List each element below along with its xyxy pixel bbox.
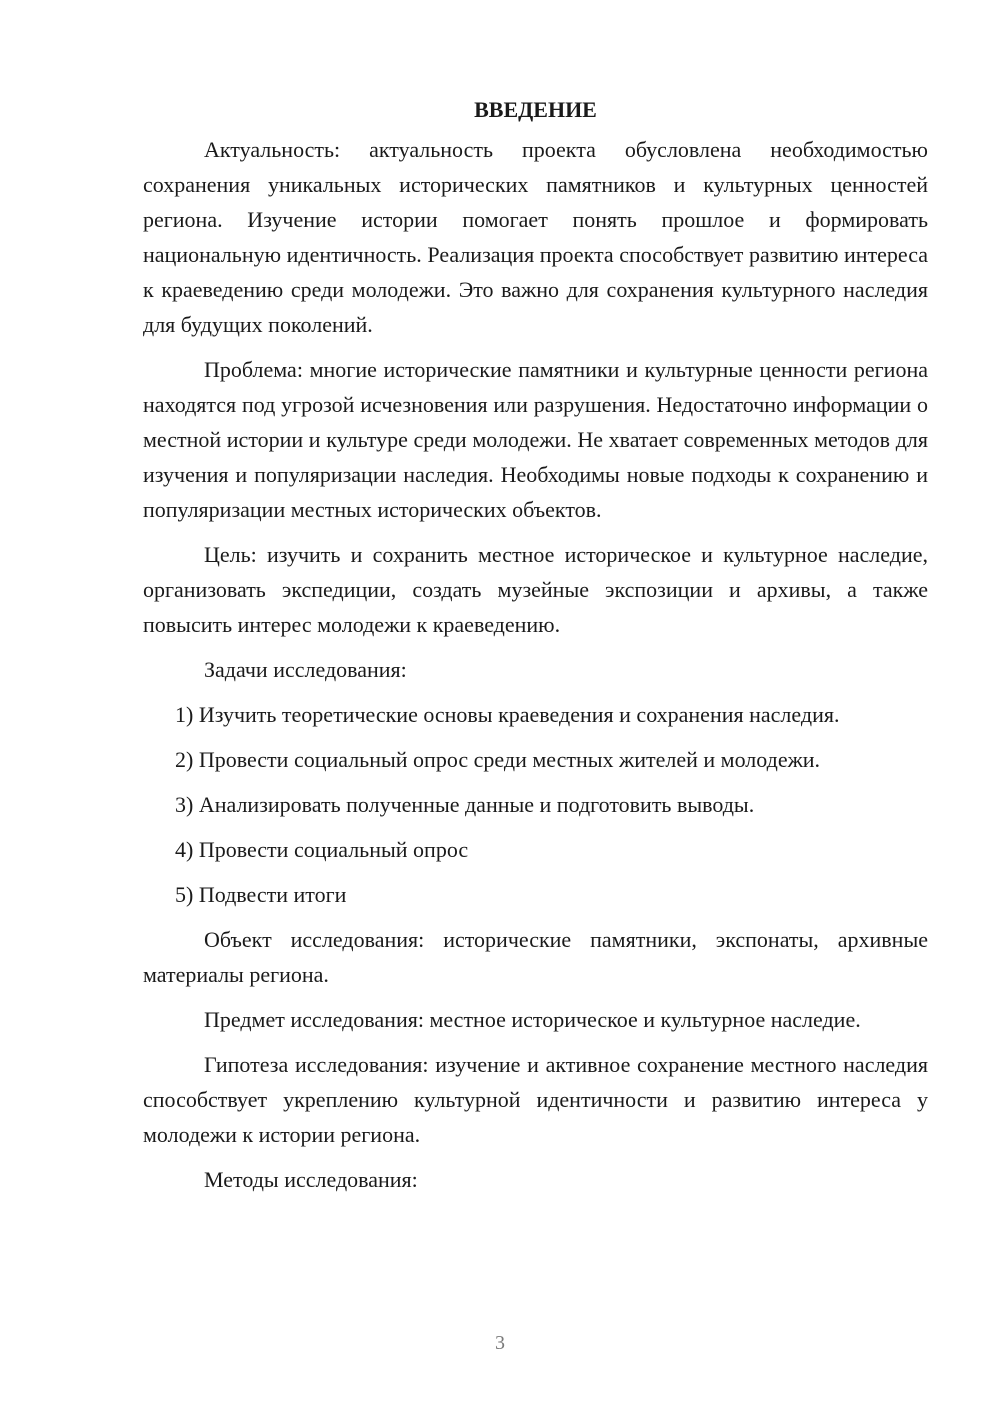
document-page xyxy=(143,92,928,1197)
paragraph-hypothesis: Гипотеза исследования: изучение и активное сохранение местного наследия способствует укреплению культурной идентичности и развитию интереса у молодежи к истории региона. xyxy=(143,1052,928,1147)
tasks-heading: Задачи исследования: xyxy=(204,657,407,682)
list-item: 2) Провести социальный опрос среди местных жителей и молодежи. xyxy=(175,747,821,772)
paragraph-problem: Проблема: многие исторические памятники и культурные ценности региона находятся под угрозой исчезновения или разрушения. Недостаточно информации о местной истории и культуре среди молодежи. Не хватает современных методов для изучения и популяризации наследия. Необходимы новые подходы к сохранению и популяризации местных исторических объектов. xyxy=(143,357,928,522)
page-number: 3 xyxy=(495,1332,505,1354)
methods-heading: Методы исследования: xyxy=(204,1167,418,1192)
list-item: 4) Провести социальный опрос xyxy=(175,837,469,862)
paragraph-subject: Предмет исследования: местное историческое и культурное наследие. xyxy=(204,1007,861,1032)
list-item: 3) Анализировать полученные данные и подготовить выводы. xyxy=(175,792,755,817)
section-title: ВВЕДЕНИЕ xyxy=(474,97,597,122)
paragraph-relevance: Актуальность: актуальность проекта обусловлена необходимостью сохранения уникальных исторических памятников и культурных ценностей региона. Изучение истории помогает понять прошлое и формировать национальную идентичность. Реализация проекта способствует развитию интереса к краеведению среди молодежи. Это важно для сохранения культурного наследия для будущих поколений. xyxy=(143,137,928,337)
paragraph-object: Объект исследования: исторические памятники, экспонаты, архивные материалы региона. xyxy=(143,927,928,987)
list-item: 1) Изучить теоретические основы краеведения и сохранения наследия. xyxy=(175,702,840,727)
tasks-list xyxy=(143,697,928,912)
list-item: 5) Подвести итоги xyxy=(175,882,347,907)
paragraph-goal: Цель: изучить и сохранить местное историческое и культурное наследие, организовать экспедиции, создать музейные экспозиции и архивы, а также повысить интерес молодежи к краеведению. xyxy=(143,542,928,637)
